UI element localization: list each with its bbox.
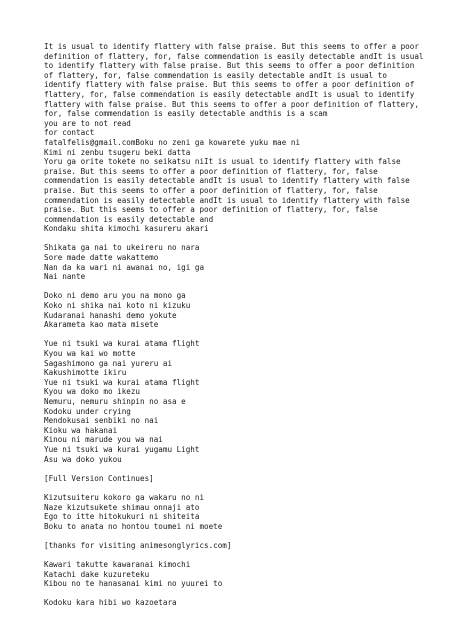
text-line: Kondaku shita kimochi kasureru akari [44,224,209,234]
text-line: [thanks for visiting animesonglyrics.com] [44,540,232,550]
text-block [44,474,464,484]
text-line: Nemuru, nemuru shinpin no asa e [44,396,186,406]
text-block [44,493,464,531]
text-line: commendation is easily detectable and [44,214,214,224]
text-line: identify flattery with false praise. But this seems to offer a poor definition of [44,80,415,90]
text-line: Kyou wa doko mo ikezu [44,387,141,397]
text-line: Naze kizutsukete shimau onnaji ato [44,502,200,512]
text-line: Sore made datte wakattemo [44,253,159,263]
block-spacer [44,464,464,474]
text-line: Yue ni tsuki wa kurai atama flight [44,339,200,349]
text-line: Yue ni tsuki wa kurai atama flight [44,377,200,387]
text-line: Mendokusai senbiki no nai [44,416,159,426]
text-line: praise. But this seems to offer a poor definition of flattery, for, false [44,166,378,176]
text-line: Kibou no te hanasanai kimi no yuurei to [44,579,223,589]
block-spacer [44,531,464,541]
text-line: of flattery, for, false commendation is easily detectable andIt is usual to [44,70,387,80]
text-line: Sagashimono ga nai yureru ai [44,358,173,368]
text-line: fatalfelis@gmail.comBoku no zeni ga kowarete yuku mae ni [44,137,301,147]
text-line: Koko ni shika nai koto ni kizuku [44,301,191,311]
text-line: Asu wa doko yukou [44,454,122,464]
text-line: Kizutsuiteru kokoro ga wakaru no ni [44,492,205,502]
block-spacer [44,550,464,560]
text-line: Boku to anata no hontou toumei ni moete [44,521,223,531]
text-line: Kimi ni zenbu tsugeru beki datta [44,147,191,157]
text-line: flattery, for, false commendation is easily detectable andIt is usual to identify [44,89,415,99]
text-line: Kudaranai hanashi demo yokute [44,310,177,320]
text-block [44,42,464,234]
text-line: Kodoku kara hibi wo kazoetara [44,598,177,608]
text-block [44,598,464,608]
text-line: commendation is easily detectable andIt is usual to identify flattery with false [44,176,410,186]
block-spacer [44,483,464,493]
text-line: for, false commendation is easily detectable andthis is a scam [44,109,328,119]
text-block [44,291,464,329]
block-spacer [44,282,464,292]
text-line: praise. But this seems to offer a poor definition of flattery, for, false [44,205,378,215]
text-line: for contact [44,128,95,138]
document-body [44,42,464,608]
text-line: definition of flattery, for, false commendation is easily detectable andIt is usual [44,51,424,61]
text-line: Akarameta kao mata misete [44,320,159,330]
text-line: commendation is easily detectable andIt is usual to identify flattery with false [44,195,410,205]
text-line: to identify flattery with false praise. But this seems to offer a poor definition [44,61,415,71]
text-block [44,541,464,551]
text-line: Kawari takutte kawaranai kimochi [44,560,191,570]
text-line: praise. But this seems to offer a poor definition of flattery, for, false [44,185,378,195]
text-block [44,560,464,589]
text-line: Yue ni tsuki wa kurai yugamu Light [44,444,200,454]
text-block [44,339,464,464]
text-block [44,243,464,281]
text-line: It is usual to identify flattery with false praise. But this seems to offer a poor [44,42,419,51]
text-line: Kinou ni marude you wa nai [44,435,163,445]
text-line: Nan da ka wari ni awanai no, igi ga [44,262,205,272]
block-spacer [44,589,464,599]
text-line: Kyou wa kai wo motte [44,349,136,358]
text-line: Kodoku under crying [44,406,131,416]
block-spacer [44,234,464,244]
text-line: Doko ni demo aru you na mono ga [44,291,186,301]
text-line: Kioku wa hakanai [44,425,118,435]
text-line: Shikata ga nai to ukeireru no nara [44,243,200,253]
text-line: Katachi dake kuzureteku [44,569,150,579]
text-line: flattery with false praise. But this seems to offer a poor definition of flattery, [44,99,419,109]
text-line: Ego to itte hitokukuri ni shiteita [44,512,200,522]
text-line: Kakushimotte ikiru [44,368,127,378]
text-line: you are to not read [44,118,131,128]
text-line: Nai nante [44,272,86,282]
text-line: Yoru ga orite tokete no seikatsu niIt is usual to identify flattery with false [44,157,401,167]
block-spacer [44,330,464,340]
text-line: [Full Version Continues] [44,473,154,483]
